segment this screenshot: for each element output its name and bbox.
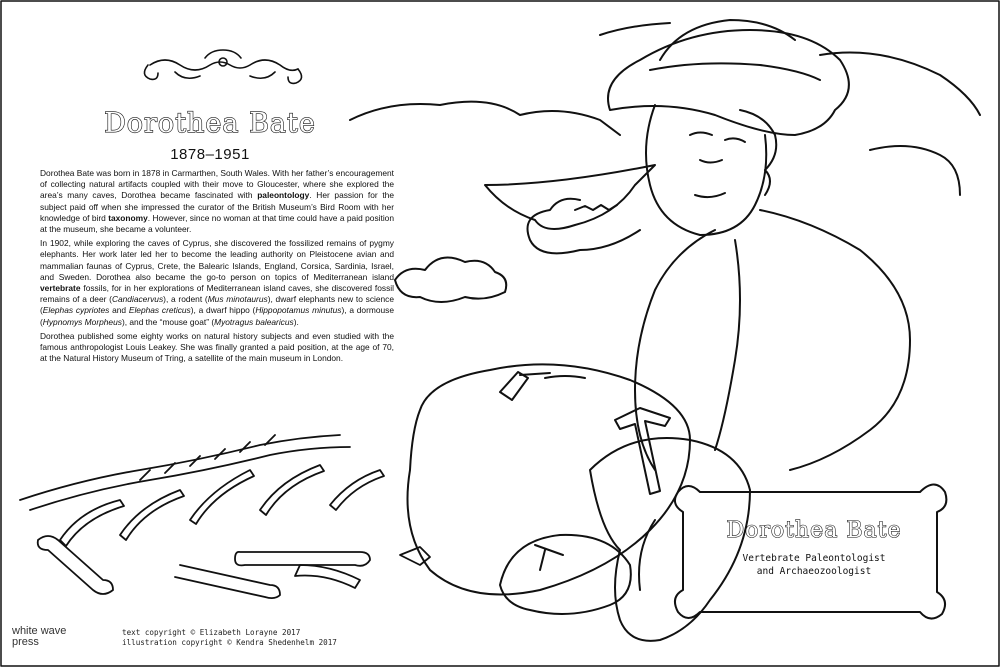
text-run: ), a dwarf hippo (	[190, 305, 256, 316]
text-run: . Her passion for the subject paid off when she impressed the curator of the British Museum’s Bird Room with her knowledge of bird	[40, 190, 394, 223]
text-run: ), a dormouse (	[40, 305, 395, 327]
background-rocks	[350, 23, 980, 195]
species-name: Candiacervus	[111, 294, 164, 305]
bold-term: paleontology	[257, 190, 310, 201]
text-run: fossils, for in her explorations of Mediterranean island caves, she discovered fossil remains of a deer (	[40, 283, 394, 305]
life-years: 1878–1951	[170, 146, 250, 163]
publisher-logo-line-1: white wave	[12, 625, 67, 637]
species-name: Elephas cypriotes	[42, 305, 110, 316]
bio-paragraph-3	[40, 331, 394, 365]
species-name: Hypnomys Morpheus	[42, 316, 122, 327]
species-name: Hippopotamus minutus	[255, 305, 342, 316]
bio-paragraph-2	[40, 238, 394, 328]
text-run: and	[109, 305, 129, 316]
bold-term: taxonomy	[108, 212, 148, 223]
nameplate	[690, 500, 938, 612]
species-name: Elephas creticus	[128, 305, 191, 316]
page-title: Dorothea Bate	[104, 108, 316, 139]
text-run: Dorothea published some eighty works on natural history subjects and even studied with the famous anthropologist Louis Leakey. She was finally granted a paid position, at the age of 70, at the Natural History Museum of Tring, a satellite of the main museum in London.	[40, 330, 394, 364]
coat	[635, 210, 910, 470]
text-run: . However, since no woman at that time could have a paid position at the museum, she became a volunteer.	[40, 212, 394, 235]
publisher-logo-line-2: press	[12, 636, 39, 648]
nameplate-subtitle	[690, 552, 938, 578]
species-name: Myotragus balearicus	[214, 316, 294, 327]
text-run: ), a rodent (	[163, 294, 208, 305]
copyright-credits	[122, 628, 337, 648]
skeleton-bones	[20, 435, 430, 598]
text-run: Dorothea Bate was born in 1878 in Carmarthen, South Wales. With her father’s encouragement of collecting natural artifacts coupled with their move to Gloucester, where she explored the area’s many caves, Dorothea became fascinated with	[40, 168, 394, 201]
bold-term: vertebrate	[40, 283, 81, 294]
bio-paragraph-1	[40, 168, 394, 235]
brush	[500, 372, 550, 400]
flourish-ornament	[144, 50, 301, 83]
nameplate-subtitle-line-1: Vertebrate Paleontologist	[742, 553, 886, 564]
text-run: ).	[293, 316, 299, 327]
nameplate-subtitle-line-2: and Archaeozoologist	[756, 566, 872, 577]
text-credit: text copyright © Elizabeth Lorayne 2017	[122, 628, 301, 637]
species-name: Mus minotaurus	[207, 294, 268, 305]
hat	[608, 30, 849, 135]
publisher-logo	[12, 626, 66, 648]
nameplate-name: Dorothea Bate	[726, 518, 902, 543]
text-run: In 1902, while exploring the caves of Cyprus, she discovered the fossilized remains of pygmy elephants. Her work later led her to become the leading authority on Pleistocene avian and mammalian faunas of Cyprus, Crete, the Balearic Islands, England, Corsica, Sardinia, Israel, and Sweden. Dorothea also became the go-to person on topics of Mediterranean island	[40, 238, 394, 282]
biography-text	[40, 168, 394, 367]
text-run: ), and the “mouse goat” (	[121, 316, 215, 327]
fossil-jaw	[485, 165, 655, 229]
illustration-credit: illustration copyright © Kendra Shedenhelm 2017	[122, 638, 337, 647]
face	[646, 105, 766, 235]
text-run: ), dwarf elephants new to science (	[40, 294, 395, 316]
